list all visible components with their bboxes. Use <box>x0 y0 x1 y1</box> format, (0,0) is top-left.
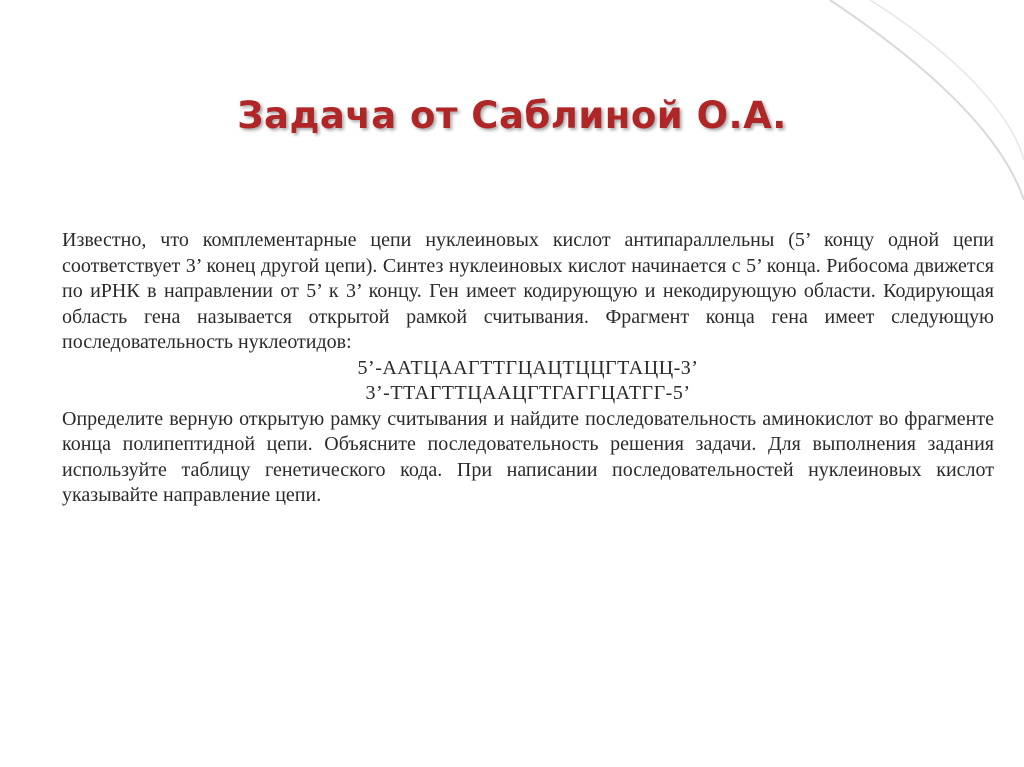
task-paragraph: Определите верную открытую рамку считывания и найдите последовательность аминокислот во фрагменте конца полипептидной цепи. Объясните последовательность решения задачи. Для выполнения задания используйте таблицу генетического кода. При написании последовательностей нуклеиновых кислот указывайте направление цепи. <box>62 407 994 506</box>
intro-paragraph: Известно, что комплементарные цепи нуклеиновых кислот антипараллельны (5’ концу одной цепи соответствует 3’ конец другой цепи). Синтез нуклеиновых кислот начинается с 5’ конца. Рибосома движется по иРНК в направлении от 5’ к 3’ концу. Ген имеет кодирующую и некодирующую области. Кодирующая область гена называется открытой рамкой считывания. Фрагмент конца гена имеет следующую последовательность нуклеотидов: <box>62 229 994 353</box>
dna-sequence-bottom: 3’-ТТАГТТЦААЦГТГАГГЦАТГГ-5’ <box>365 382 691 404</box>
dna-sequence-top: 5’-ААТЦААГТТГЦАЦТЦЦГТАЦЦ-3’ <box>357 356 699 379</box>
task-text <box>62 228 994 509</box>
slide-title: Задача от Саблиной О.А. <box>237 94 787 137</box>
